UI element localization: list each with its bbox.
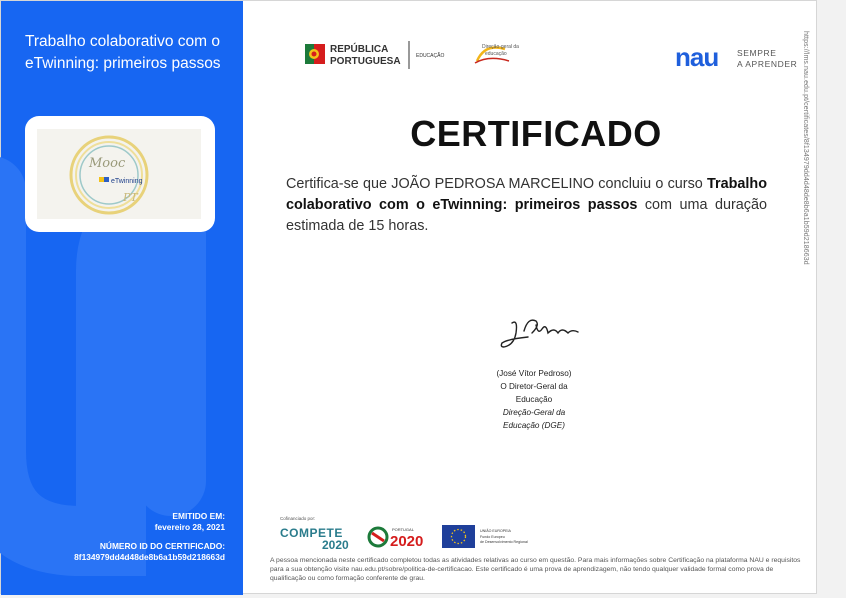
svg-text:Mooc: Mooc <box>89 156 126 171</box>
svg-text:Direção-geral da: Direção-geral da <box>482 44 519 50</box>
certificate-footer: A pessoa mencionada neste certificado completou todas as atividades relativas ao curso em questão. Para mais informações sobre Certificação na plataforma NAU e requisitos para a sua obtenção visite nau.edu.pt/sobre/politica-de-certificacao. Este certificado é uma prova de aprendizagem, não tendo qualquer validade formal como prova de qualificação ou como formação conferente de grau. <box>270 557 801 583</box>
cofinanced-label: Cofinanciado por: <box>280 516 316 521</box>
certificate-statement <box>286 174 767 237</box>
signatory-org-1: Direção-Geral da <box>502 408 566 417</box>
nau-logo <box>675 42 801 73</box>
course-logo <box>37 129 201 219</box>
signatory-role-2: Educação <box>515 395 553 404</box>
emitted-date: fevereiro 28, 2021 <box>154 522 225 532</box>
statement-suffix: com uma duração estimada de 15 horas. <box>286 197 767 234</box>
svg-text:REPÚBLICA: REPÚBLICA <box>330 44 389 55</box>
certificate-meta <box>74 511 225 563</box>
republica-portuguesa-logo <box>305 39 519 71</box>
svg-text:2020: 2020 <box>390 533 424 550</box>
course-title: Trabalho colaborativo com o eTwinning: primeiros passos <box>25 33 221 72</box>
svg-text:de Desenvolvimento Regional: de Desenvolvimento Regional <box>480 540 528 544</box>
svg-text:EDUCAÇÃO: EDUCAÇÃO <box>416 53 445 59</box>
course-logo-card <box>25 116 215 232</box>
svg-text:SEMPRE: SEMPRE <box>737 48 777 58</box>
signatory-name: (José Vítor Pedroso) <box>496 369 572 378</box>
signature-icon <box>498 313 584 353</box>
emitted-label: EMITIDO EM: <box>172 511 225 521</box>
certificate-main <box>243 1 816 593</box>
signatory-org-2: Educação (DGE) <box>503 421 565 430</box>
svg-text:COMPETE: COMPETE <box>280 526 343 540</box>
svg-text:2020: 2020 <box>322 538 349 552</box>
svg-text:UNIÃO EUROPEIA: UNIÃO EUROPEIA <box>480 529 511 533</box>
mooc-etwinning-logo-icon <box>37 129 201 219</box>
svg-text:Fundo Europeu: Fundo Europeu <box>480 535 505 539</box>
signatory-role-1: O Diretor-Geral da <box>500 382 568 391</box>
certificate-title: CERTIFICADO <box>410 113 662 154</box>
svg-text:PT: PT <box>123 191 138 204</box>
sidebar <box>1 1 243 595</box>
statement-course: Trabalho colaborativo com o eTwinning: primeiros passos <box>286 176 767 213</box>
svg-text:educação: educação <box>485 51 507 57</box>
statement-prefix: Certifica-se que JOÃO PEDROSA MARCELINO concluiu o curso <box>286 176 708 192</box>
svg-text:PORTUGAL: PORTUGAL <box>392 527 414 532</box>
eu-flag-icon <box>442 525 475 548</box>
signatory-block <box>469 367 599 432</box>
cert-id-label: NÚMERO ID DO CERTIFICADO: <box>99 541 225 551</box>
verify-url[interactable]: https://lms.nau.edu.pt/certificates/8f134979dd4d48de8b6a1b59d218663d <box>802 31 809 265</box>
svg-text:A APRENDER: A APRENDER <box>737 59 798 69</box>
svg-text:nau: nau <box>675 42 719 72</box>
svg-text:eTwinning: eTwinning <box>111 178 143 185</box>
funders-logos <box>280 523 540 553</box>
svg-text:PORTUGUESA: PORTUGUESA <box>330 56 401 67</box>
cert-id-value: 8f134979dd4d48de8b6a1b59d218663d <box>74 552 225 562</box>
